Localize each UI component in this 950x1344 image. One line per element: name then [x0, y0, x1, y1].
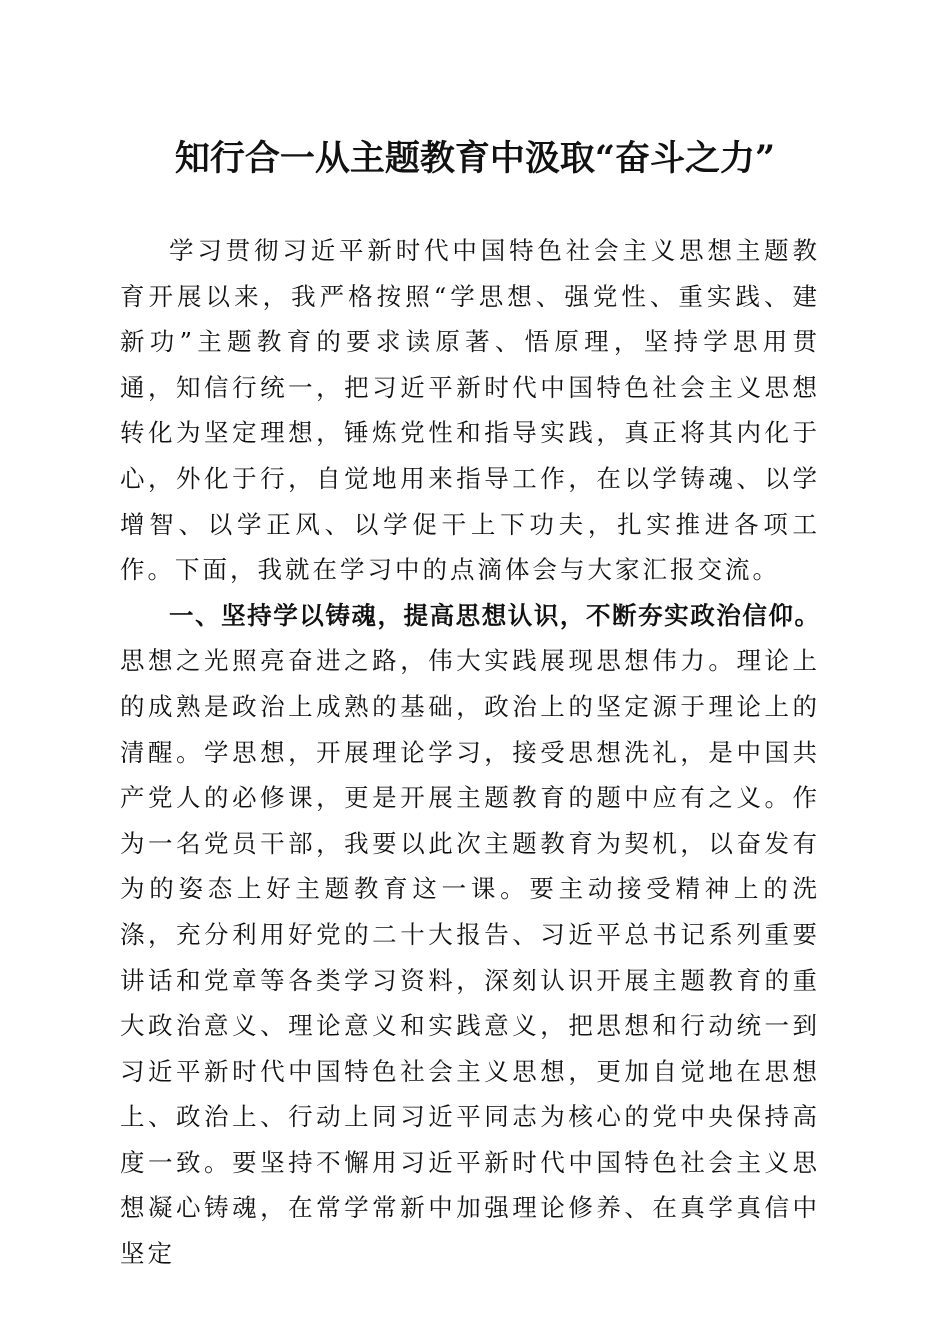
document-body [120, 228, 820, 1277]
document-title: 知行合一从主题教育中汲取“奋斗之力” [174, 138, 776, 179]
section-1-text: 思想之光照亮奋进之路，伟大实践展现思想伟力。理论上的成熟是政治上成熟的基础，政治上的坚定源于理论上的清醒。学思想，开展理论学习，接受思想洗礼，是中国共产党人的必修课，更是开展主题教育的题中应有之义。作为一名党员干部，我要以此次主题教育为契机，以奋发有为的姿态上好主题教育这一课。要主动接受精神上的洗涤，充分利用好党的二十大报告、习近平总书记系列重要讲话和党章等各类学习资料，深刻认识开展主题教育的重大政治意义、理论意义和实践意义，把思想和行动统一到习近平新时代中国特色社会主义思想，更加自觉地在思想上、政治上、行动上同习近平同志为核心的党中央保持高度一致。要坚持不懈用习近平新时代中国特色社会主义思想凝心铸魂，在常学常新中加强理论修养、在真学真信中坚定 [120, 646, 820, 1269]
paragraph-intro-text: 学习贯彻习近平新时代中国特色社会主义思想主题教育开展以来，我严格按照“学思想、强党性、重实践、建新功”主题教育的要求读原著、悟原理，坚持学思用贯通，知信行统一，把习近平新时代中国特色社会主义思想转化为坚定理想，锤炼党性和指导实践，真正将其内化于心，外化于行，自觉地用来指导工作，在以学铸魂、以学增智、以学正风、以学促干上下功夫，扎实推进各项工作。下面，我就在学习中的点滴体会与大家汇报交流。 [120, 236, 820, 585]
paragraph-section-1 [120, 593, 820, 1277]
section-1-heading: 一、坚持学以铸魂，提高思想认识，不断夯实政治信仰。 [169, 600, 820, 630]
paragraph-intro [120, 228, 820, 593]
